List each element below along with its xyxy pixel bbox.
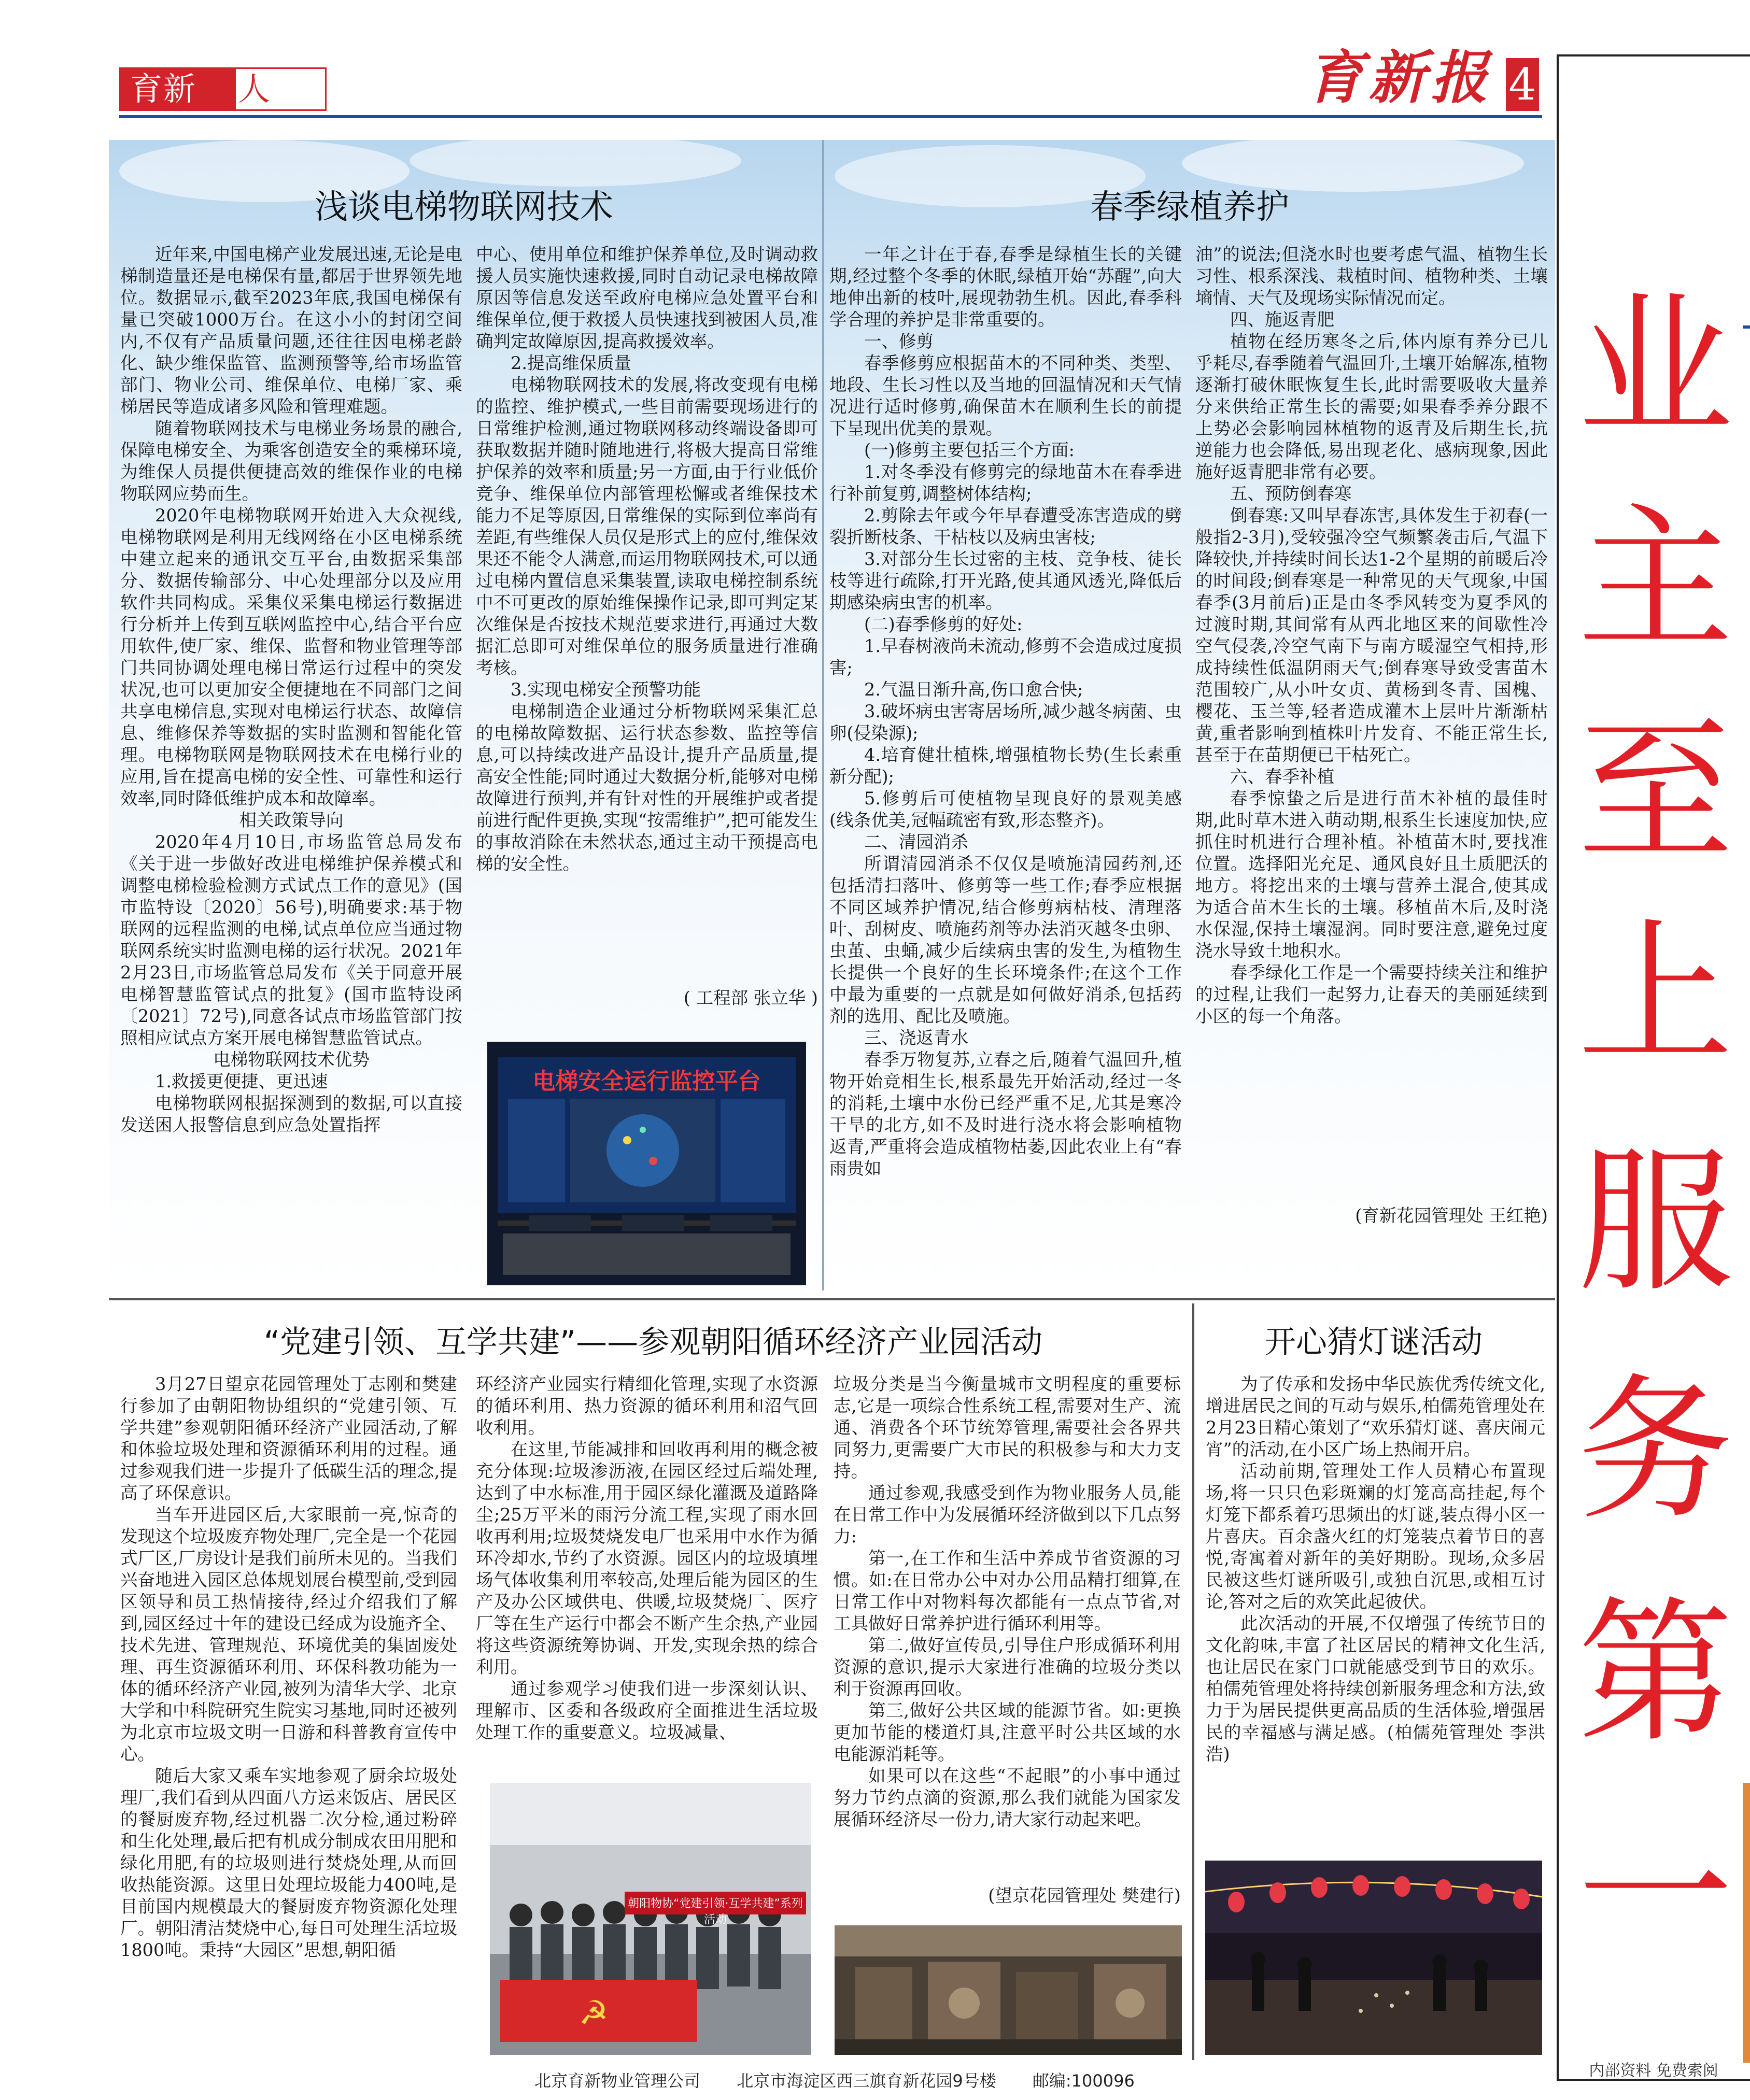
article-paragraph: 倒春寒:又叫早春冻害,具体发生于初春(一般指2-3月),受较强冷空气频繁袭击后,气温下降较快,并持续时间长达1-2个星期的前暖后冷的时间段;倒春寒是一种常见的天气现象,中国春季(3月前后)正是由冬季风转变为夏季风的过渡时期,其间常有从西北地区来的间歇性冷空气侵袭,冷空气南下与南方暖湿空气相持,形成持续性低温阴雨天气;倒春寒导致受害苗木范围较广,从小叶女贞、黄杨到冬青、国槐、樱花、玉兰等,轻者造成灌木上层叶片渐渐枯黄,重者影响到植株叶片发育、不能正常生长,甚至于在苗期便已干枯死亡。 — [1195, 505, 1548, 765]
article-paragraph: (二)春季修剪的好处: — [864, 614, 1023, 634]
column-divider-bottom — [1192, 1303, 1194, 2060]
article-paragraph: 随后大家又乘车实地参观了厨余垃圾处理厂,我们看到从四面八方运来饭店、居民区的餐厨废弃物,经过机器二次分检,通过粉碎和生化处理,最后把有机成分制成农田用肥和绿化用肥,有的垃圾则进行焚烧处理,从而回收热能资源。这里日处理垃圾能力400吨,是目前国内规模最大的餐厨废弃物资源化处理厂。朝阳清洁焚烧中心,每日可处理生活垃圾1800吨。秉持“大园区”思想,朝阳循 — [120, 1766, 457, 1960]
section-tag-label: 育新 — [121, 69, 236, 109]
article-paragraph: 电梯物联网根据探测到的数据,可以直接发送困人报警信息到应急处置指挥 — [120, 1093, 462, 1135]
article-paragraph: 为了传承和发扬中华民族优秀传统文化,增进居民之间的互动与娱乐,柏儒苑管理处在2月23日精心策划了“欢乐猜灯谜、喜庆闹元宵”的活动,在小区广场上热闹开启。 — [1206, 1374, 1545, 1459]
article-plants-col1 — [829, 244, 1182, 1180]
article-paragraph: 五、预防倒春寒 — [1230, 484, 1352, 504]
article-paragraph: 相关政策导向 — [239, 810, 344, 830]
article-paragraph: 3.对部分生长过密的主枝、竞争枝、徒长枝等进行疏除,打开光路,使其通风透光,降低后期感染病虫害的机率。 — [829, 549, 1182, 613]
article-paragraph: 2020年电梯物联网开始进入大众视线,电梯物联网是利用无线网络在小区电梯系统中建立起来的通讯交互平台,由数据采集部分、数据传输部分、中心处理部分以及应用软件共同构成。采集仪采集电梯运行数据进行分析并上传到互联网监控中心,结合平台应用软件,使厂家、维保、监督和物业管理等部门共同协调处理电梯日常运行过程中的突发状况,也可以更加安全便捷地在不同部门之间共享电梯信息,实现对电梯运行状态、故障信息、维修保养等数据的实时监测和智能化管理。电梯物联网是物联网技术在电梯行业的应用,旨在提高电梯的安全性、可靠性和运行效率,同时降低维护成本和故障率。 — [120, 505, 462, 808]
article-paragraph: 一、修剪 — [864, 331, 934, 351]
section-divider — [109, 1298, 1555, 1300]
article-paragraph: 春季万物复苏,立春之后,随着气温回升,植物开始竞相生长,根系最先开始活动,经过一冬的消耗,土壤中水份已经严重不足,尤其是寒冷干旱的北方,如不及时进行浇水将会影响植物返青,严重将会造成植物枯萎,因此农业上有“春雨贵如 — [829, 1049, 1182, 1179]
slogan-char: 服 — [1577, 1132, 1733, 1313]
party-emblem-icon: ☭ — [578, 1994, 609, 2033]
slogan-char: 业 — [1577, 277, 1733, 458]
article-paragraph: 当车开进园区后,大家眼前一亮,惊奇的发现这个垃圾废弃物处理厂,完全是一个花园式厂区,厂房设计是我们前所未见的。当我们兴奋地进入园区总体规划展台模型前,受到园区领导和员工热情接待,经过介绍我们了解到,园区经过十年的建设已经成为设施齐全、技术先进、管理规范、环境优美的集固废处理、再生资源循环利用、环保科教功能为一体的循环经济产业园,被列为清华大学、北京大学和中科院研究生院实习基地,同时还被列为北京市垃圾文明一日游和科普教育宣传中心。 — [120, 1505, 457, 1764]
article-paragraph: 电梯制造企业通过分析物联网采集汇总的电梯故障数据、运行状态参数、监控等信息,可以持续改进产品设计,提升产品质量,提高安全性能;同时通过大数据分析,能够对电梯故障进行预判,并有针对性的开展维护或者提前进行配件更换,实现“按需维护”,把可能发生的事故消除在未然状态,通过主动干预提高电梯的安全性。 — [476, 701, 818, 874]
article-paragraph: 所谓清园消杀不仅仅是喷施清园药剂,还包括清扫落叶、修剪等一些工作;春季应根据不同区域养护情况,结合修剪病枯枝、清理落叶、刮树皮、喷施药剂等办法消灭越冬虫卵、虫茧、虫蛹,减少后续病虫害的发生,为植物生长提供一个良好的生长环境条件;在这个工作中最为重要的一点就是如何做好消杀,包括药剂的选用、配比及喷施。 — [829, 854, 1182, 1026]
footer-postcode: 邮编:100096 — [1032, 2071, 1135, 2091]
article-paragraph: 第三,做好公共区域的能源节省。如:更换更加节能的楼道灯具,注意平时公共区域的水电能源消耗等。 — [834, 1700, 1181, 1764]
article-paragraph: 在这里,节能减排和回收再利用的概念被充分体现:垃圾渗沥液,在园区经过后端处理,达到了中水标准,用于园区绿化灌溉及道路降尘;25万平米的雨污分流工程,实现了雨水回收再利用;垃圾焚烧发电厂也采用中水作为循环冷却水,节约了水资源。园区内的垃圾填埋场气体收集利用率较高,处理后能为园区的生产及办公区域供电、供暖,垃圾焚烧厂、医疗厂等在生产运行中都会不断产生余热,产业园将这些资源统筹协调、开发,实现余热的综合利用。 — [476, 1439, 818, 1677]
article-paragraph: 3.破坏病虫害寄居场所,减少越冬病菌、虫卵(侵染源); — [829, 701, 1182, 743]
article-paragraph: 三、浇返青水 — [864, 1028, 968, 1048]
article-recycling-title: “党建引领、互学共建”——参观朝阳循环经济产业园活动 — [263, 1324, 1043, 1360]
monitoring-banner: 电梯安全运行监控平台 — [532, 1068, 761, 1095]
article-paragraph: 1.对冬季没有修剪完的绿地苗木在春季进行补前复剪,调整树体结构; — [829, 462, 1182, 504]
article-recycling-col2 — [476, 1373, 818, 1743]
article-paragraph: 如果可以在这些“不起眼”的小事中通过努力节约点滴的资源,那么我们就能为国家发展循环经济尽一份力,请大家行动起来吧。 — [834, 1766, 1181, 1829]
article-plants-title: 春季绿植养护 — [1090, 188, 1289, 226]
article-paragraph: 中心、使用单位和维护保养单位,及时调动救援人员实施快速救援,同时自动记录电梯故障原因等信息发送至政府电梯应急处置平台和维保单位,便于救援人员快速找到被困人员,准确判定故障原因,提高救援效率。 — [476, 244, 818, 351]
article-lantern-col1 — [1206, 1373, 1545, 1765]
article-paragraph: 近年来,中国电梯产业发展迅速,无论是电梯制造量还是电梯保有量,都居于世界领先地位。数据显示,截至2023年底,我国电梯保有量已突破1000万台。在这小小的封闭空间内,不仅有产品质量问题,还往往因电梯老龄化、缺少维保监管、监测预警等,给市场监管部门、物业公司、维保单位、电梯厂家、乘梯居民等造成诸多风险和管理难题。 — [120, 244, 462, 417]
article-plants-col2 — [1195, 244, 1548, 1027]
slogan-char: 一 — [1577, 1806, 1733, 1987]
article-paragraph: 第二,做好宣传员,引导住户形成循环利用资源的意识,提示大家进行准确的垃圾分类以利于资源再回收。 — [834, 1635, 1181, 1699]
article-paragraph: 随着物联网技术与电梯业务场景的融合,保障电梯安全、为乘客创造安全的乘梯环境,为维保人员提供便捷高效的维保作业的电梯物联网应势而生。 — [120, 418, 462, 504]
article-elevator-signature: ( 工程部 张立华 ) — [683, 988, 818, 1008]
article-paragraph: 油”的说法;但浇水时也要考虑气温、植物生长习性、根系深浅、栽植时间、植物种类、土壤墒情、天气及现场实际情况而定。 — [1195, 244, 1548, 308]
article-paragraph: 第一,在工作和生活中养成节省资源的习惯。如:在日常办公中对办公用品精打细算,在日常工作中对物料每次都能有一点点节省,对工具做好日常养护进行循环利用等。 — [834, 1548, 1181, 1634]
article-paragraph: 5.修剪后可使植物呈现良好的景观美感(线条优美,冠幅疏密有致,形态整齐)。 — [829, 788, 1182, 830]
masthead-rule — [119, 115, 1542, 118]
article-paragraph: 通过参观学习使我们进一步深刻认识、理解市、区委和各级政府全面推进生活垃圾处理工作的重要意义。垃圾减量、 — [476, 1679, 818, 1742]
article-lantern-title: 开心猜灯谜活动 — [1265, 1324, 1483, 1360]
lantern-photo — [1205, 1861, 1542, 2055]
article-paragraph: 一年之计在于春,春季是绿植生长的关键期,经过整个冬季的休眠,绿植开始“苏醒”,向大地伸出新的枝叶,展现勃勃生机。因此,春季科学合理的养护是非常重要的。 — [829, 244, 1182, 330]
article-recycling-col3 — [834, 1373, 1181, 1831]
slogan-char: 至 — [1577, 702, 1733, 883]
article-paragraph: 春季绿化工作是一个需要持续关注和维护的过程,让我们一起努力,让春天的美丽延续到小区的每一个角落。 — [1195, 962, 1548, 1026]
article-recycling-signature: (望京花园管理处 樊建行) — [988, 1885, 1181, 1906]
vertical-slogan — [1557, 54, 1750, 2081]
article-paragraph: 环经济产业园实行精细化管理,实现了水资源的循环利用、热力资源的循环利用和沼气回收利用。 — [476, 1374, 818, 1438]
article-paragraph: 电梯物联网技术优势 — [213, 1049, 370, 1070]
factory-photo-graphic — [835, 1925, 1182, 2055]
article-paragraph: 2.剪除去年或今年早春遭受冻害造成的劈裂折断枝条、干枯枝以及病虫害枝; — [829, 505, 1182, 547]
section-tag — [119, 67, 327, 111]
article-paragraph: 通过参观,我感受到作为物业服务人员,能在日常工作中为发展循环经济做到以下几点努力: — [834, 1483, 1181, 1546]
article-elevator-title: 浅谈电梯物联网技术 — [315, 188, 613, 226]
slogan-char: 务 — [1577, 1360, 1733, 1541]
article-paragraph: 春季惊蛰之后是进行苗木补植的最佳时期,此时草木进入萌动期,根系生长速度加快,应抓住时机进行合理补植。补植苗木时,要找准位置。选择阳光充足、通风良好且土质肥沃的地方。将挖出来的土壤与营养土混合,使其成为适合苗木生长的土壤。移植苗木后,及时浇水保湿,保持土壤湿润。同时要注意,避免过度浇水导致土地积水。 — [1195, 788, 1548, 961]
article-paragraph: 2.气温日渐升高,伤口愈合快; — [864, 679, 1083, 700]
article-elevator-col1 — [120, 244, 462, 1136]
article-paragraph: 2020年4月10日,市场监管总局发布《关于进一步做好改进电梯维护保养模式和调整电梯检验检测方式试点工作的意见》(国市监特设〔2020〕56号),明确要求:基于物联网的远程监测的电梯,试点单位应当通过物联网系统实时监测电梯的运行状况。2021年2月23日,市场监管总局发布《关于同意开展电梯智慧监管试点的批复》(国市监特设函〔2021〕72号),同意各试点市场监管部门按照相应试点方案开展电梯智慧监管试点。 — [120, 832, 462, 1048]
article-plants-signature-row — [1195, 1205, 1548, 1227]
article-paragraph: 四、施返青肥 — [1230, 309, 1334, 330]
newspaper-name: 育新报 — [1306, 45, 1493, 111]
slogan-char: 主 — [1577, 489, 1733, 670]
article-paragraph: 电梯物联网技术的发展,将改变现有电梯的监控、维护模式,一些目前需要现场进行的日常维护检测,通过物联网移动终端设备即可获取数据并随时随地进行,将极大提高日常维护保养的效率和质量;另一方面,由于行业低价竞争、维保单位内部管理松懈或者维保技术能力不足等原因,日常维保的实际到位率尚有差距,有些维保人员仅是形式上的应付,维保效果还不能令人满意,而运用物联网技术,可以通过电梯内置信息采集装置,读取电梯控制系统中不可更改的原始维保操作记录,即可判定某次维保是否按技术规范要求进行,再通过大数据汇总即可对维保单位的服务质量进行准确考核。 — [476, 375, 818, 678]
article-recycling-col1 — [120, 1373, 457, 1961]
edge-accent — [1743, 325, 1750, 329]
article-paragraph: 春季修剪应根据苗木的不同种类、类型、地段、生长习性以及当地的回温情况和天气情况进行适时修剪,确保苗木在顺利生长的前提下呈现出优美的景观。 — [829, 353, 1182, 438]
article-paragraph: 1.救援更便捷、更迅速 — [155, 1071, 328, 1091]
article-paragraph: 此次活动的开展,不仅增强了传统节日的文化韵味,丰富了社区居民的精神文化生活,也让居民在家门口就能感受到节日的欢乐。柏儒苑管理处将持续创新服务理念和方法,致力于为居民提供更高品质的生活体验,增强居民的幸福感与满足感。(柏儒苑管理处 李洪浩) — [1206, 1613, 1545, 1764]
footer-company: 北京育新物业管理公司 — [534, 2071, 701, 2091]
column-divider — [822, 140, 824, 1290]
edge-stripe — [1743, 1783, 1750, 2063]
group-photo-banner: 朝阳物协“党建引领·互学共建”系列活动 — [628, 1897, 803, 1926]
factory-photo — [835, 1925, 1182, 2055]
article-elevator-signature-row — [476, 987, 818, 1009]
page-footer — [119, 2068, 1550, 2094]
lantern-photo-graphic — [1205, 1861, 1542, 2055]
article-elevator-col2 — [476, 244, 818, 875]
article-paragraph: (一)修剪主要包括三个方面: — [864, 440, 1075, 460]
article-paragraph: 4.培育健壮植株,增强植物长势(生长素重新分配); — [829, 745, 1182, 787]
article-paragraph: 3.实现电梯安全预警功能 — [511, 679, 701, 700]
page-number: 4 — [1506, 58, 1539, 111]
section-tag-label-rest: 人 — [238, 70, 271, 108]
group-photo — [490, 1783, 811, 2055]
slogan-char: 上 — [1577, 904, 1733, 1085]
article-paragraph: 活动前期,管理处工作人员精心布置现场,将一只只色彩斑斓的灯笼高高挂起,每个灯笼下都系着巧思频出的灯谜,装点得小区一片喜庆。百余盏火红的灯笼装点着节日的喜悦,寄寓着对新年的美好期盼。现场,众多居民被这些灯谜所吸引,或独自沉思,或相互讨论,答对之后的欢笑此起彼伏。 — [1206, 1461, 1545, 1612]
article-paragraph: 3月27日望京花园管理处丁志刚和樊建行参加了由朝阳物协组织的“党建引领、互学共建”参观朝阳循环经济产业园活动,了解和体验垃圾处理和资源循环利用的过程。通过参观我们进一步提升了低碳生活的理念,提高了环保意识。 — [120, 1374, 457, 1503]
internal-note: 内部资料 免费索阅 — [1589, 2062, 1718, 2080]
footer-address: 北京市海淀区西三旗育新花园9号楼 — [737, 2071, 996, 2091]
article-paragraph: 垃圾分类是当今衡量城市文明程度的重要标志,它是一项综合性系统工程,需要对生产、流通、消费各个环节统筹管理,需要社会各界共同努力,更需要广大市民的积极参与和大力支持。 — [834, 1374, 1181, 1481]
article-paragraph: 二、清园消杀 — [864, 832, 968, 852]
article-paragraph: 植物在经历寒冬之后,体内原有养分已几乎耗尽,春季随着气温回升,土壤开始解冻,植物逐渐打破休眠恢复生长,此时需要吸收大量养分来供给正常生长的需要;如果春季养分跟不上势必会影响园林植物的返青及后期生长,抗逆能力也会降低,易出现老化、感病现象,因此施好返青肥非常有必要。 — [1195, 331, 1548, 482]
article-paragraph: 六、春季补植 — [1230, 767, 1334, 787]
article-paragraph: 1.早春树液尚未流动,修剪不会造成过度损害; — [829, 636, 1182, 678]
slogan-char: 第 — [1577, 1583, 1733, 1764]
monitoring-room-photo — [487, 1042, 806, 1285]
article-plants-signature: (育新花园管理处 王红艳) — [1355, 1205, 1548, 1226]
article-paragraph: 2.提高维保质量 — [511, 353, 631, 373]
article-recycling-signature-row — [834, 1885, 1181, 1907]
